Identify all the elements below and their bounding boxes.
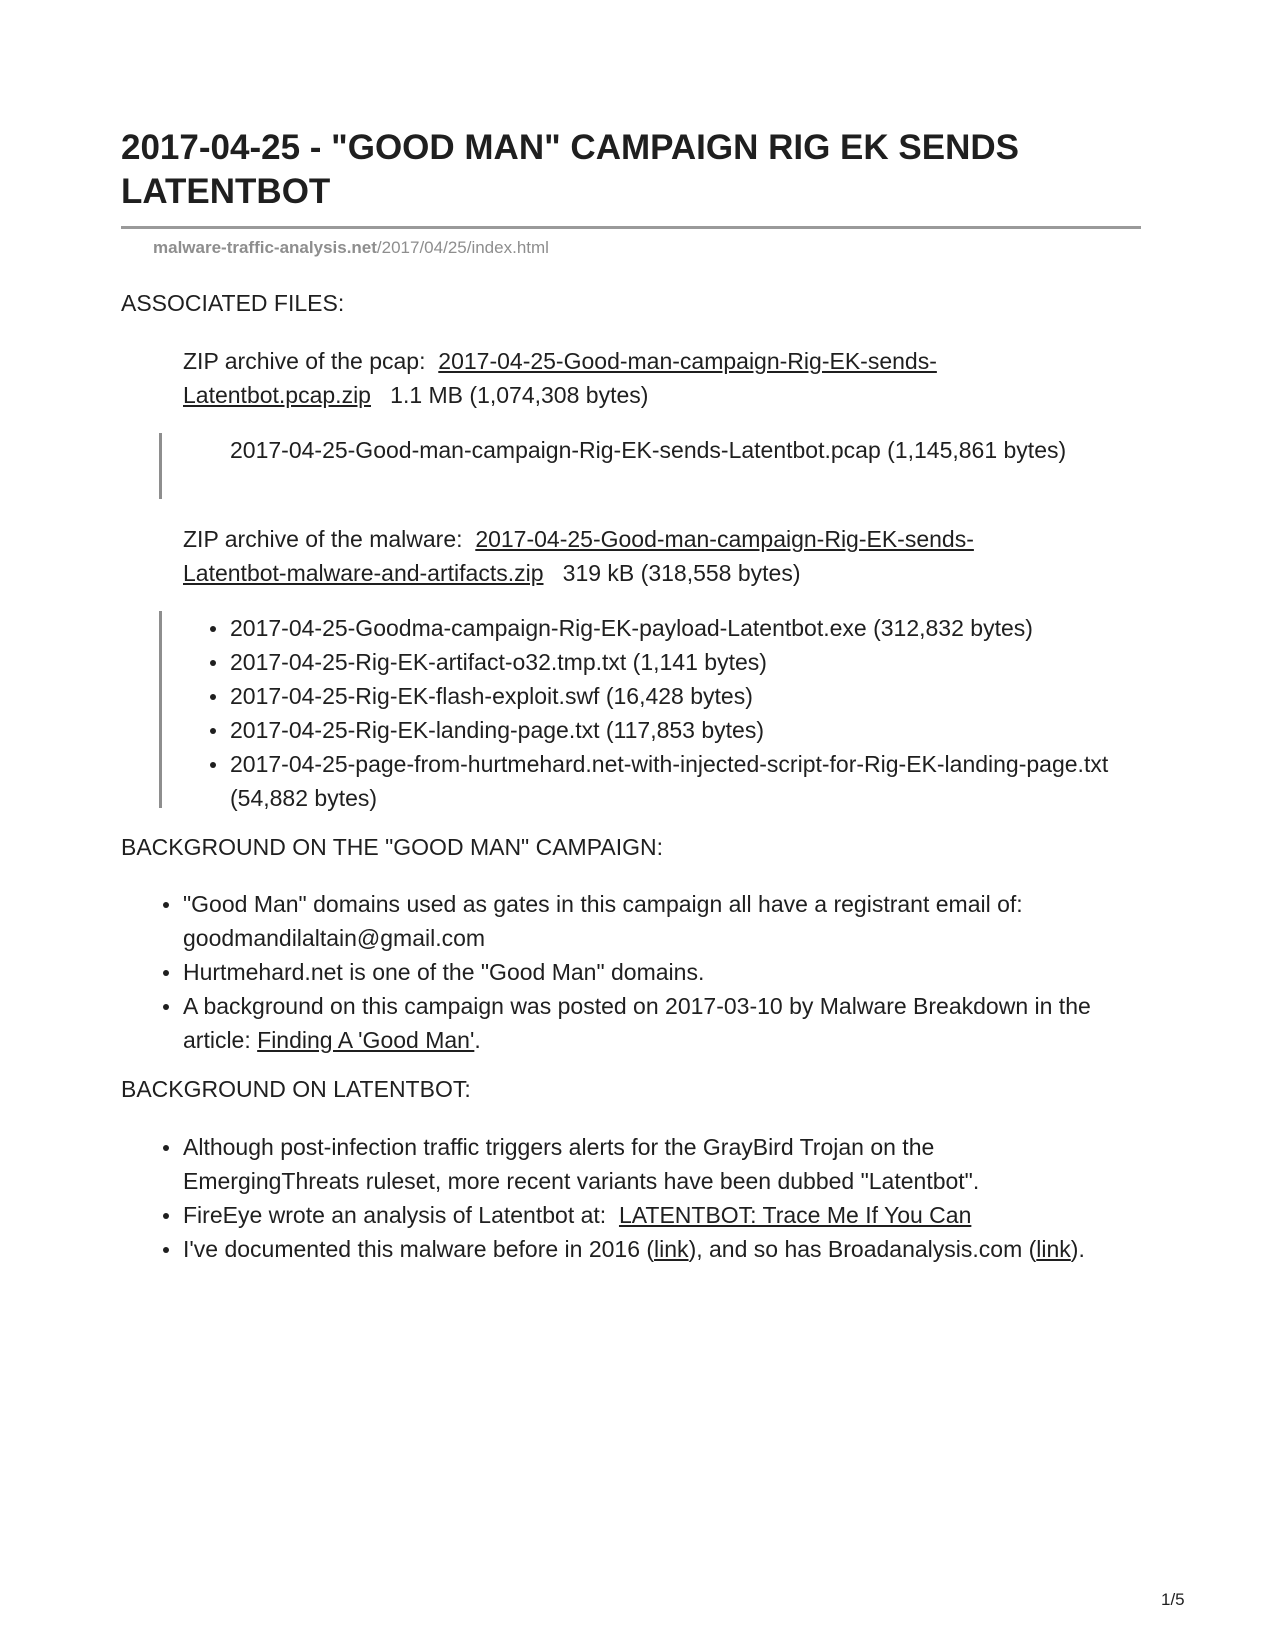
list-item: "Good Man" domains used as gates in this campaign all have a registrant email of: goodmandilaltain@gmail.com — [183, 887, 1113, 955]
list-item: 2017-04-25-page-from-hurtmehard.net-with-injected-script-for-Rig-EK-landing-page.txt (54,882 bytes) — [230, 747, 1110, 815]
list-item-text: A background on this campaign was posted on 2017-03-10 by Malware Breakdown in the article: — [183, 993, 1091, 1053]
list-item-text: . — [474, 1027, 481, 1053]
pcap-contents-item: 2017-04-25-Good-man-campaign-Rig-EK-sends-Latentbot.pcap (1,145,861 bytes) — [230, 437, 1067, 463]
list-item: Hurtmehard.net is one of the "Good Man" domains. — [183, 955, 1113, 989]
list-item-text: FireEye wrote an analysis of Latentbot at: — [183, 1202, 619, 1228]
malware-archive-label: ZIP archive of the malware: — [183, 526, 463, 552]
good-man-list — [183, 887, 1113, 1057]
title-divider — [121, 226, 1141, 229]
pcap-archive-label: ZIP archive of the pcap: — [183, 348, 426, 374]
source-path: /2017/04/25/index.html — [376, 238, 549, 257]
associated-files-heading: ASSOCIATED FILES: — [121, 290, 345, 316]
list-item: 2017-04-25-Rig-EK-flash-exploit.swf (16,428 bytes) — [230, 679, 1110, 713]
source-domain: malware-traffic-analysis.net — [153, 238, 377, 257]
malware-contents-list — [230, 611, 1110, 815]
list-item: 2017-04-25-Goodma-campaign-Rig-EK-payload-Latentbot.exe (312,832 bytes) — [230, 611, 1110, 645]
list-item-text: I've documented this malware before in 2016 ( — [183, 1236, 655, 1262]
page-title: 2017-04-25 - "GOOD MAN" CAMPAIGN RIG EK SENDS LATENTBOT — [121, 128, 1019, 211]
list-item: Although post-infection traffic triggers alerts for the GrayBird Trojan on the EmergingThreats ruleset, more recent variants have been dubbed "Latentbot". — [183, 1130, 1113, 1198]
malware-contents-quote — [159, 611, 1110, 811]
latentbot-list — [183, 1130, 1113, 1266]
broadanalysis-link[interactable]: link — [1036, 1236, 1071, 1262]
list-item: 2017-04-25-Rig-EK-artifact-o32.tmp.txt (1,141 bytes) — [230, 645, 1110, 679]
list-item: 2017-04-25-Rig-EK-landing-page.txt (117,853 bytes) — [230, 713, 1110, 747]
latentbot-heading: BACKGROUND ON LATENTBOT: — [121, 1076, 471, 1102]
pcap-contents-quote — [159, 433, 1090, 499]
list-item-text: ), and so has Broadanalysis.com ( — [688, 1236, 1037, 1262]
fireeye-latentbot-link[interactable]: LATENTBOT: Trace Me If You Can — [618, 1202, 972, 1228]
page-number: 1/5 — [1161, 1590, 1185, 1609]
malware-archive-size: 319 kB (318,558 bytes) — [562, 560, 801, 586]
list-item — [183, 989, 1113, 1057]
list-item-text: ). — [1070, 1236, 1085, 1262]
pcap-archive-line — [183, 344, 1053, 412]
list-item — [183, 1198, 1113, 1232]
good-man-heading: BACKGROUND ON THE "GOOD MAN" CAMPAIGN: — [121, 834, 663, 860]
finding-a-good-man-link[interactable]: Finding A 'Good Man' — [257, 1027, 475, 1053]
source-url — [153, 238, 549, 258]
pcap-archive-size: 1.1 MB (1,074,308 bytes) — [390, 382, 649, 408]
own-2016-link[interactable]: link — [654, 1236, 689, 1262]
pcap-archive-link[interactable]: 2017-04-25-Good-man-campaign-Rig-EK-sends-Latentbot.pcap.zip — [183, 348, 937, 408]
malware-archive-line — [183, 522, 1053, 590]
malware-archive-link[interactable]: 2017-04-25-Good-man-campaign-Rig-EK-sends-Latentbot-malware-and-artifacts.zip — [183, 526, 974, 586]
list-item — [183, 1232, 1113, 1266]
